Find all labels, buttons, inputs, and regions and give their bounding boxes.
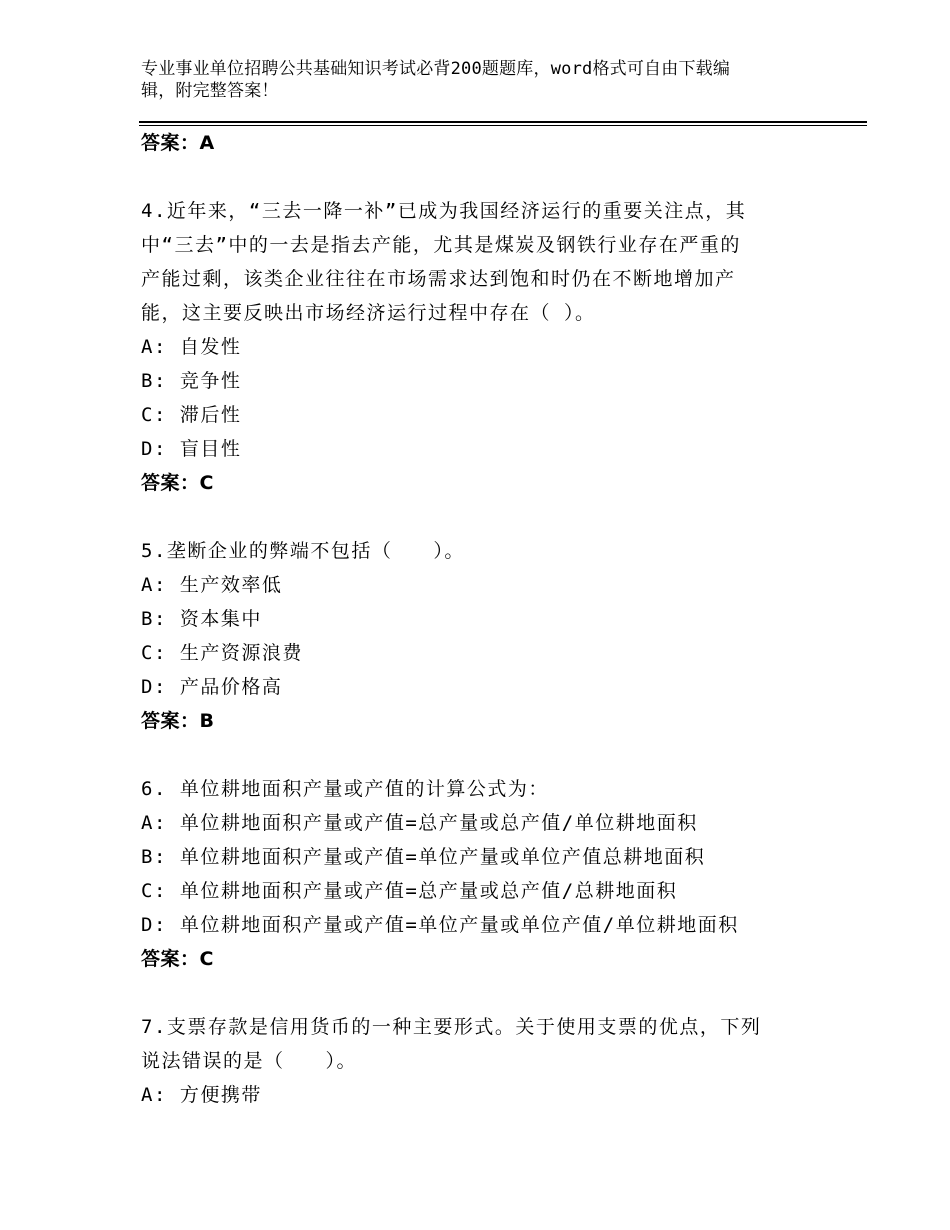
question-block [141, 772, 811, 976]
option-d: D: 盲目性 [141, 438, 242, 460]
option-d: D: 产品价格高 [141, 676, 283, 698]
header-line-1: 专业事业单位招聘公共基础知识考试必背200题题库，word格式可自由下载编 [141, 59, 731, 79]
answer-line: 答案：B [141, 710, 215, 732]
question-block [141, 194, 811, 500]
question-text-line: 4.近年来，“三去一降一补”已成为我国经济运行的重要关注点，其 [141, 200, 747, 222]
question-text-line: 中“三去”中的一去是指去产能，尤其是煤炭及钢铁行业存在严重的 [141, 234, 741, 256]
option-b: B: 竞争性 [141, 370, 242, 392]
header-rule-thick [139, 121, 867, 123]
answer-line: 答案：C [141, 472, 214, 494]
option-a: A: 自发性 [141, 336, 242, 358]
question-text-line: 6. 单位耕地面积产量或产值的计算公式为： [141, 778, 549, 800]
option-b: B: 单位耕地面积产量或产值=单位产量或单位产值总耕地面积 [141, 846, 706, 868]
option-a: A: 单位耕地面积产量或产值=总产量或总产值/单位耕地面积 [141, 812, 698, 834]
option-c: C: 滞后性 [141, 404, 242, 426]
option-c: C: 生产资源浪费 [141, 642, 303, 664]
question-block [141, 1010, 811, 1112]
document-body [141, 126, 811, 1112]
document-header [141, 58, 801, 102]
question-text-line: 产能过剩，该类企业往往在市场需求达到饱和时仍在不断地增加产 [141, 268, 736, 290]
header-line-2: 辑，附完整答案！ [141, 81, 279, 101]
question-block [141, 534, 811, 738]
question-text-line: 能，这主要反映出市场经济运行过程中存在（ ）。 [141, 302, 596, 324]
option-b: B: 资本集中 [141, 608, 262, 630]
option-a: A: 生产效率低 [141, 574, 283, 596]
answer-line: 答案：C [141, 948, 214, 970]
option-a: A: 方便携带 [141, 1084, 262, 1106]
option-d: D: 单位耕地面积产量或产值=单位产量或单位产值/单位耕地面积 [141, 914, 739, 936]
answer-line: 答案：A [141, 132, 215, 154]
question-text-line: 说法错误的是（ ）。 [141, 1050, 358, 1072]
option-c: C: 单位耕地面积产量或产值=总产量或总产值/总耕地面积 [141, 880, 678, 902]
question-text-line: 5.垄断企业的弊端不包括（ ）。 [141, 540, 465, 562]
question-text-line: 7.支票存款是信用货币的一种主要形式。关于使用支票的优点，下列 [141, 1016, 762, 1038]
